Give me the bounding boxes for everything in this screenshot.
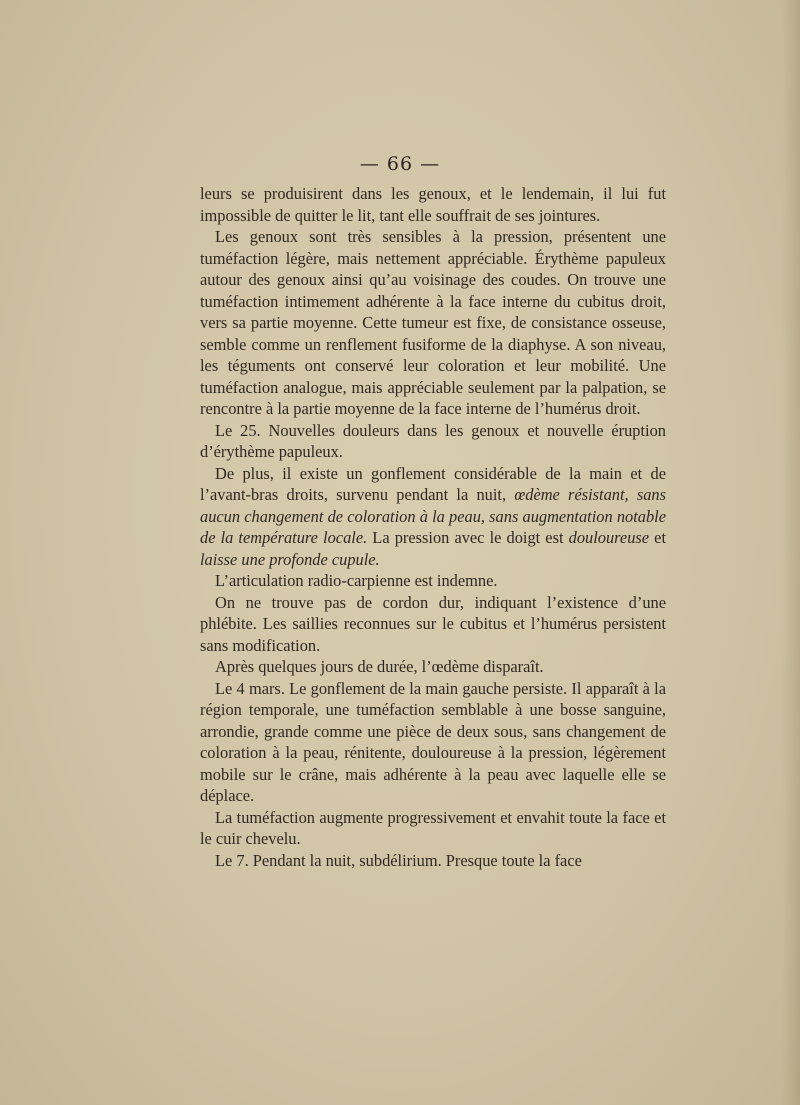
text-run: Le 4 mars. Le gonflement de la main gauche persiste. Il apparaît à la région temporale, une tuméfaction semblable à une bosse sanguine, arrondie, grande comme une pièce de deux sous, sans changement de coloration à la peau, rénitente, douloureuse à la pression, légèrement mobile sur le crâne, mais adhérente à la peau avec laquelle elle se déplace. bbox=[200, 678, 666, 805]
paragraph bbox=[200, 592, 666, 657]
text-run: La pression avec le doigt est bbox=[367, 528, 569, 547]
page-number: — 66 — bbox=[359, 153, 441, 175]
paragraph bbox=[200, 850, 666, 872]
paragraph bbox=[200, 226, 666, 420]
paragraph bbox=[200, 463, 666, 571]
text-run: De plus, il existe un gonflement considérable de la main et de l’avant-bras droits, survenu pendant la nuit, bbox=[200, 463, 666, 504]
paragraph bbox=[200, 570, 666, 592]
text-run: La tuméfaction augmente progressivement et envahit toute la face et le cuir chevelu. bbox=[200, 807, 666, 848]
text-run: On ne trouve pas de cordon dur, indiquant l’existence d’une phlébite. Les saillies reconnues sur le cubitus et l’humérus persistent sans modification. bbox=[200, 592, 666, 655]
paragraph bbox=[200, 807, 666, 850]
paragraph bbox=[200, 183, 666, 226]
text-run: et bbox=[649, 528, 666, 547]
text-run: Après quelques jours de durée, l’œdème disparaît. bbox=[215, 657, 544, 676]
body-text bbox=[200, 183, 666, 871]
text-run: Le 25. Nouvelles douleurs dans les genoux et nouvelle éruption d’érythème papuleux. bbox=[200, 420, 666, 461]
text-run: Le 7. Pendant la nuit, subdélirium. Presque toute la face bbox=[215, 850, 582, 870]
italic-text: laisse une profonde cupule. bbox=[200, 549, 380, 569]
paragraph bbox=[200, 420, 666, 463]
italic-text: douloureuse bbox=[568, 528, 650, 547]
italic-text: œdème résistant, sans aucun changement de coloration à la peau, sans augmentation notable de la température locale. bbox=[200, 485, 667, 547]
paragraph bbox=[200, 656, 666, 678]
paragraph bbox=[200, 678, 666, 807]
text-run: L’articulation radio-carpienne est indemne. bbox=[215, 571, 498, 590]
text-run: leurs se produisirent dans les genoux, et le lendemain, il lui fut impossible de quitter le lit, tant elle souffrait de ses jointures. bbox=[200, 184, 666, 225]
text-run: Les genoux sont très sensibles à la pression, présentent une tuméfaction légère, mais nettement appréciable. Érythème papuleux autour des genoux ainsi qu’au voisinage des coudes. On trouve une tuméfaction intimement adhérente à la face interne du cubitus droit, vers sa partie moyenne. Cette tumeur est fixe, de consistance osseuse, semble comme un renflement fusiforme de la diaphyse. A son niveau, les téguments ont conservé leur coloration et leur mobilité. Une tuméfaction analogue, mais appréciable seulement par la palpation, se rencontre à la partie moyenne de la face interne de l’humérus droit. bbox=[200, 227, 666, 418]
